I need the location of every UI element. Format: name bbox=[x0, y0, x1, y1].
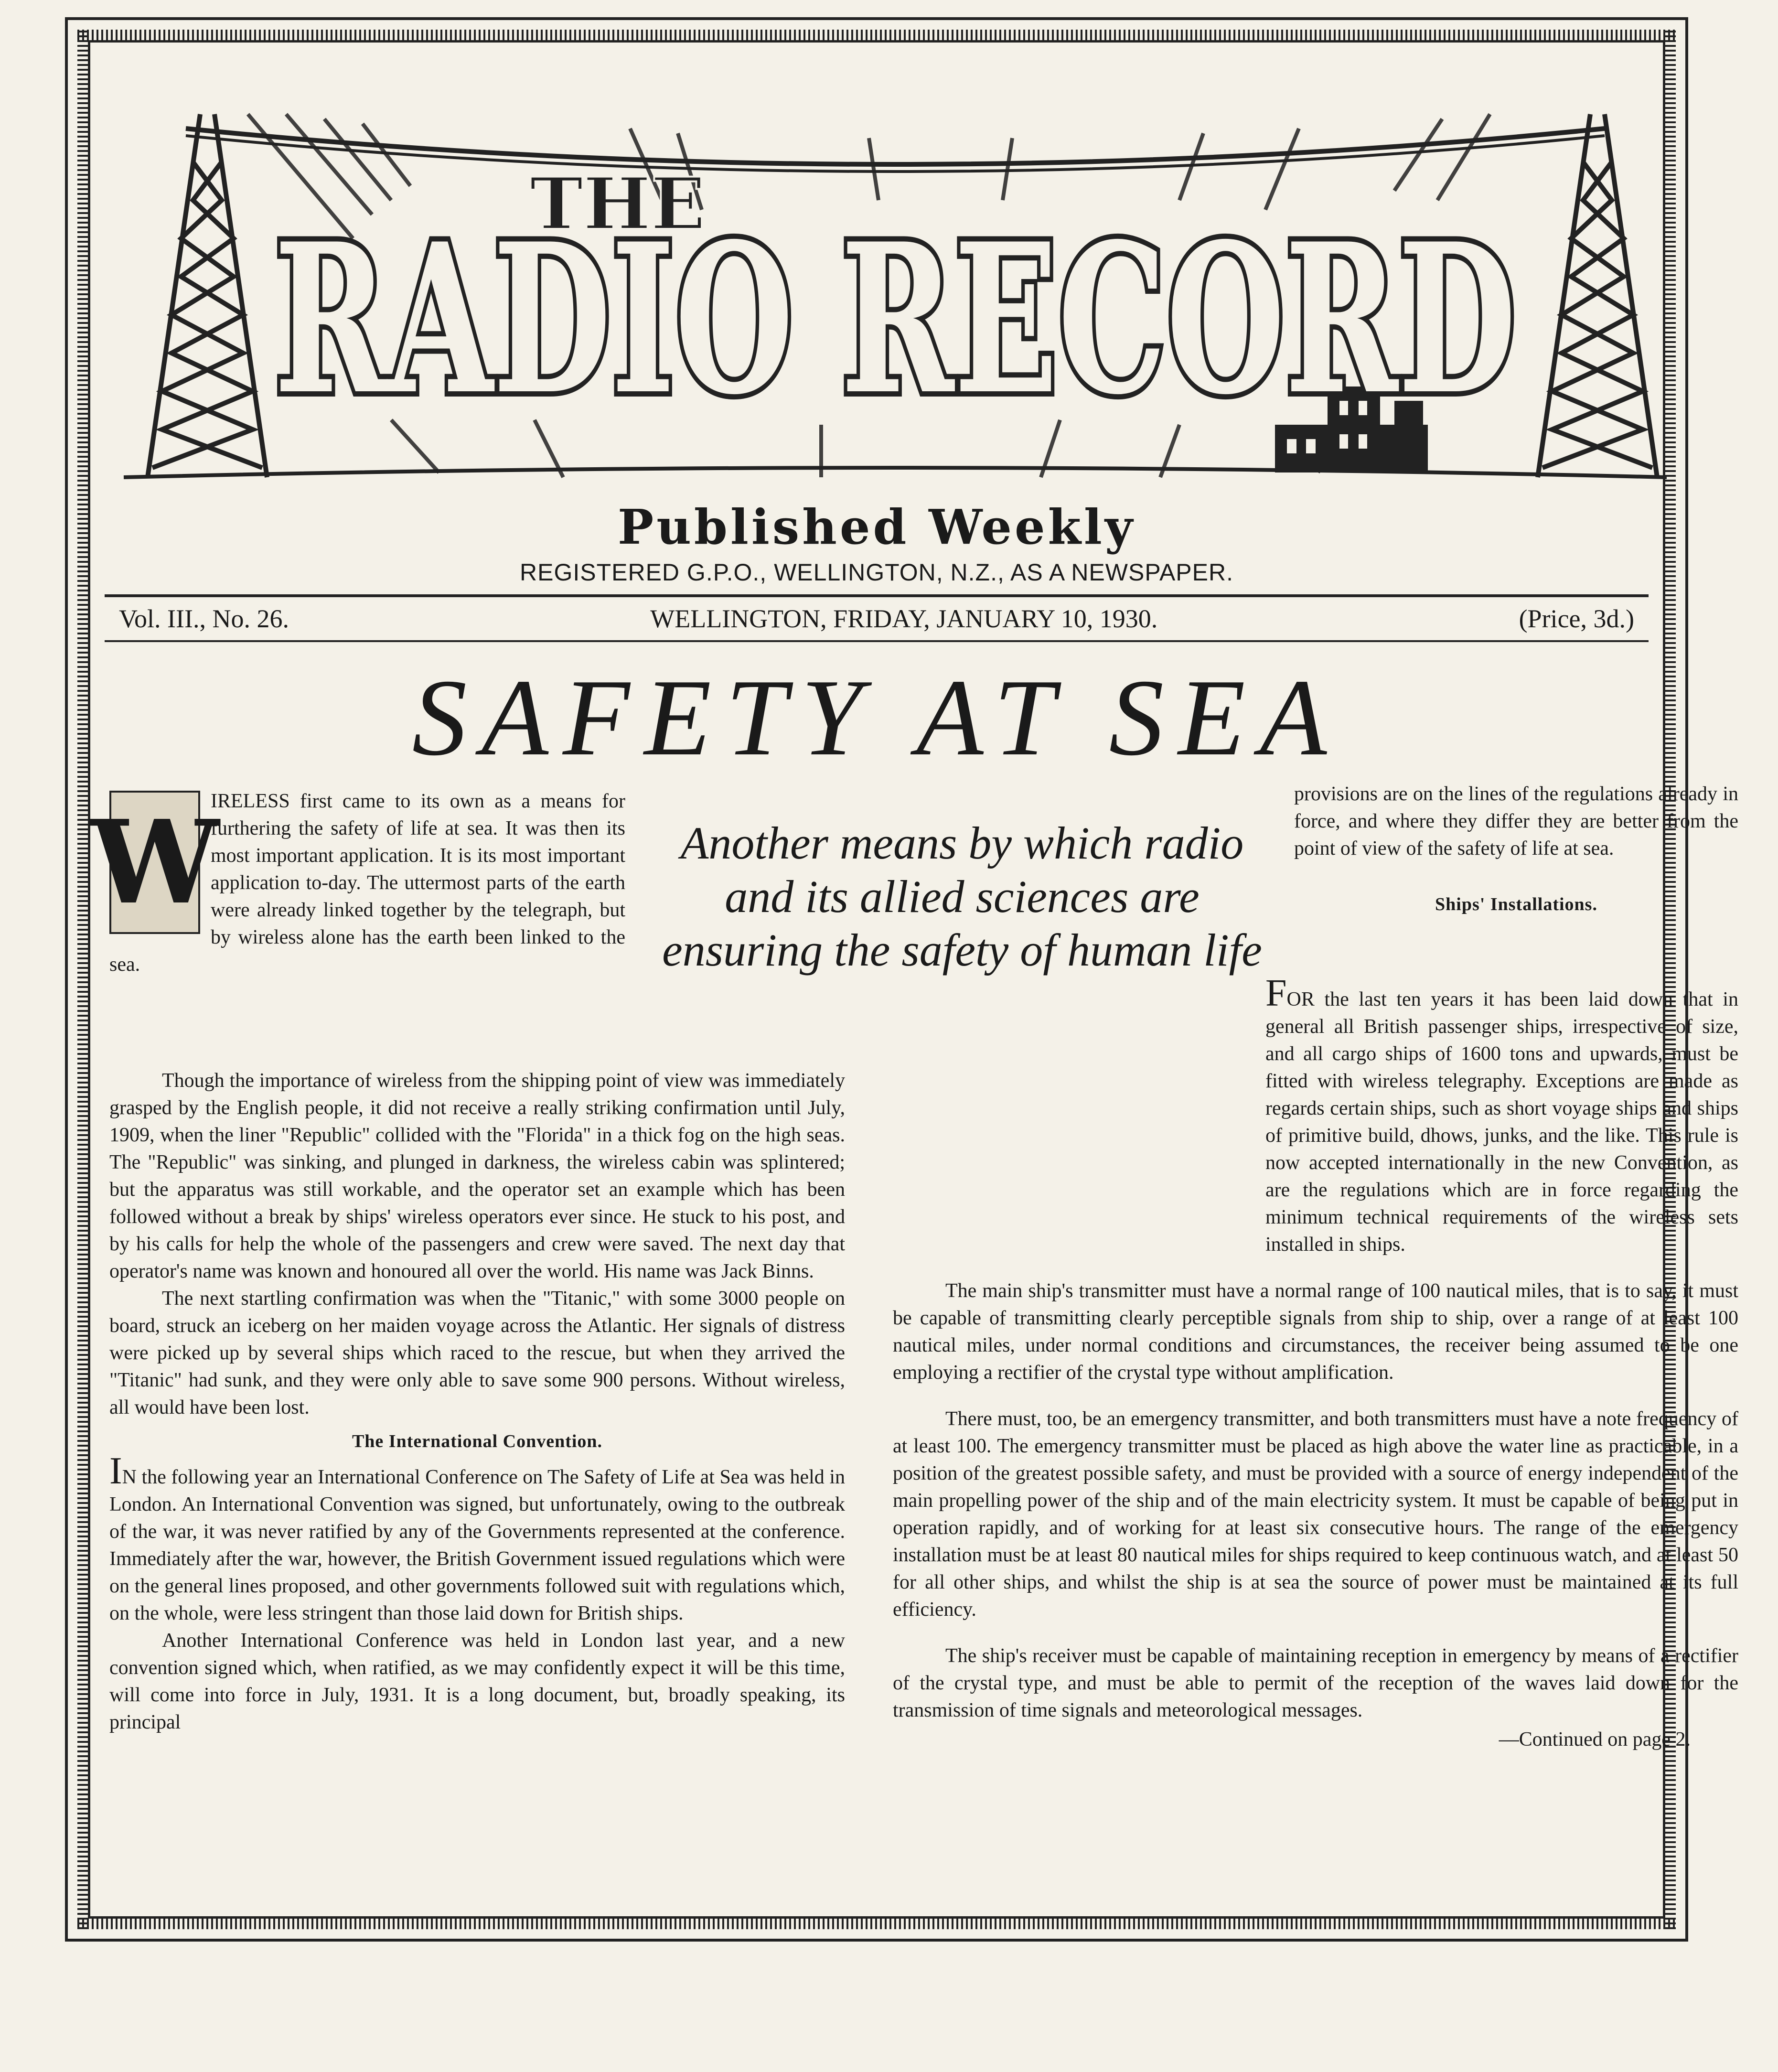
volume-number: Vol. III., No. 26. bbox=[119, 604, 289, 633]
paragraph: The ship's receiver must be capable of maintaining reception in emergency by means of a rectifier of the crystal type, and must be able to permit of the reception of the waves laid down for the transmission of time signals and meteorological messages. bbox=[893, 1645, 1738, 1721]
antenna-wire bbox=[186, 129, 1605, 164]
initial-cap: F bbox=[1265, 972, 1287, 1014]
subhead: Another means by which radio and its allied sciences are ensuring the safety of human life bbox=[662, 817, 1262, 976]
masthead-title: RADIO RECORD bbox=[274, 199, 1516, 440]
paragraph: Though the importance of wireless from the shipping point of view was immediately grasped by the English people, it did not receive a really striking confirmation until July, 1909, when the liner "Republic" collided with the "Florida" in a thick fog on the high seas. The "Republic" was sinking, and plunged in darkness, the wireless cabin was splintered; but the apparatus was still workable, and the operator set an example which has been followed without a break by ships' wireless operators ever since. He stuck to his post, and by his calls for help the whole of the passengers and crew were saved. The next day that operator's name was known and honoured all over the world. His name was Jack Binns. bbox=[109, 1070, 845, 1282]
paragraph: There must, too, be an emergency transmitter, and both transmitters must have a note frequency of at least 100. The emergency transmitter must be placed as high above the water line as practicable, in a position of the greatest possible safety, and must be provided with a source of energy independent of the main propelling power of the ship and of the main electricity system. It must be capable of being put in operation rapidly, and of working for at least six consecutive hours. The range of the emergency installation must be at least 80 nautical miles for ships required to keep continuous watch, and at least 50 for all other ships, and whilst the ship is at sea the source of power must be maintained at its full efficiency. bbox=[893, 1408, 1738, 1621]
right-column bbox=[893, 972, 1738, 1753]
right-column-top bbox=[1294, 781, 1738, 922]
left-column bbox=[109, 1067, 845, 1736]
dropcap-letter: W bbox=[90, 794, 219, 930]
left-tower-icon bbox=[148, 114, 267, 477]
page-border bbox=[67, 19, 1738, 1940]
continued-note: —Continued on page 2. bbox=[1499, 1728, 1691, 1750]
registered-notice: REGISTERED G.P.O., WELLINGTON, N.Z., AS A NEWSPAPER. bbox=[519, 559, 1234, 586]
masthead-illustration bbox=[105, 57, 1686, 487]
price: (Price, 3d.) bbox=[1519, 604, 1634, 633]
page-inner-frame bbox=[88, 40, 1738, 1919]
published-weekly: Published Weekly bbox=[618, 499, 1135, 555]
section-heading-ships: Ships' Installations. bbox=[1435, 894, 1597, 914]
dropcap-ornament bbox=[90, 791, 219, 934]
place-date: WELLINGTON, FRIDAY, JANUARY 10, 1930. bbox=[650, 604, 1158, 633]
masthead bbox=[105, 57, 1686, 487]
paragraph: provisions are on the lines of the regulations already in force, and where they differ they are better from the point of view of the safety of life at sea. bbox=[1294, 783, 1738, 859]
initial-cap: I bbox=[109, 1450, 122, 1492]
paragraph: Another International Conference was held in London last year, and a new convention signed which, when ratified, as we may confidently expect it will be this time, will come into force in July, 1931. It is a long document, but, broadly speaking, its principal bbox=[109, 1630, 845, 1733]
left-column-intro bbox=[90, 788, 625, 978]
paragraph: The main ship's transmitter must have a normal range of 100 nautical miles, that is to say, it must be capable of transmitting clearly perceptible signals from ship to ship, over a range of at least 100 nautical miles, under normal conditions and circumstances, the receiver being assumed to be one employing a rectifier of the crystal type without amplification. bbox=[893, 1280, 1738, 1384]
paragraph: FOR the last ten years it has been laid down that in general all British passenger ships, irrespective of size, and all cargo ships of 1600 tons and upwards, must be fitted with wireless telegraphy. Exceptions are made as regards certain ships, such as short voyage ships and ships of primitive build, dhows, junks, and the like. This rule is now accepted internationally in the new Convention, as are the regulations which are in force regarding the minimum technical requirements of the wireless sets installed in ships. bbox=[1265, 972, 1738, 1256]
right-tower-icon bbox=[1538, 114, 1657, 477]
paragraph: IN the following year an International Conference on The Safety of Life at Sea was held in London. An International Convention was signed, but unfortunately, owing to the outbreak of the war, it was never ratified by any of the Governments represented at the conference. Immediately after the war, however, the British Government issued regulations which were on the general lines proposed, and other governments followed suit with regulations which, on the whole, were less stringent than those laid down for British ships. bbox=[109, 1450, 845, 1624]
paragraph: IRELESS first came to its own as a means for furthering the safety of life at sea. It was then its most important application. It is its most important application to-day. The uttermost parts of the earth were already linked together by the telegraph, but by wireless alone has the earth been linked to the sea. bbox=[109, 790, 625, 976]
headline: SAFETY AT SEA bbox=[412, 656, 1341, 778]
section-heading-convention: The International Convention. bbox=[352, 1431, 603, 1451]
masthead-the: THE bbox=[530, 162, 706, 246]
dateline bbox=[105, 594, 1649, 642]
paragraph: The next startling confirmation was when the "Titanic," with some 3000 people on board, struck an iceberg on her maiden voyage across the Atlantic. Her signals of distress were picked up by several ships which raced to the rescue, but when they arrived the "Titanic" had sunk, and they were only able to save some 900 persons. Without wireless, all would have been lost. bbox=[109, 1288, 845, 1418]
